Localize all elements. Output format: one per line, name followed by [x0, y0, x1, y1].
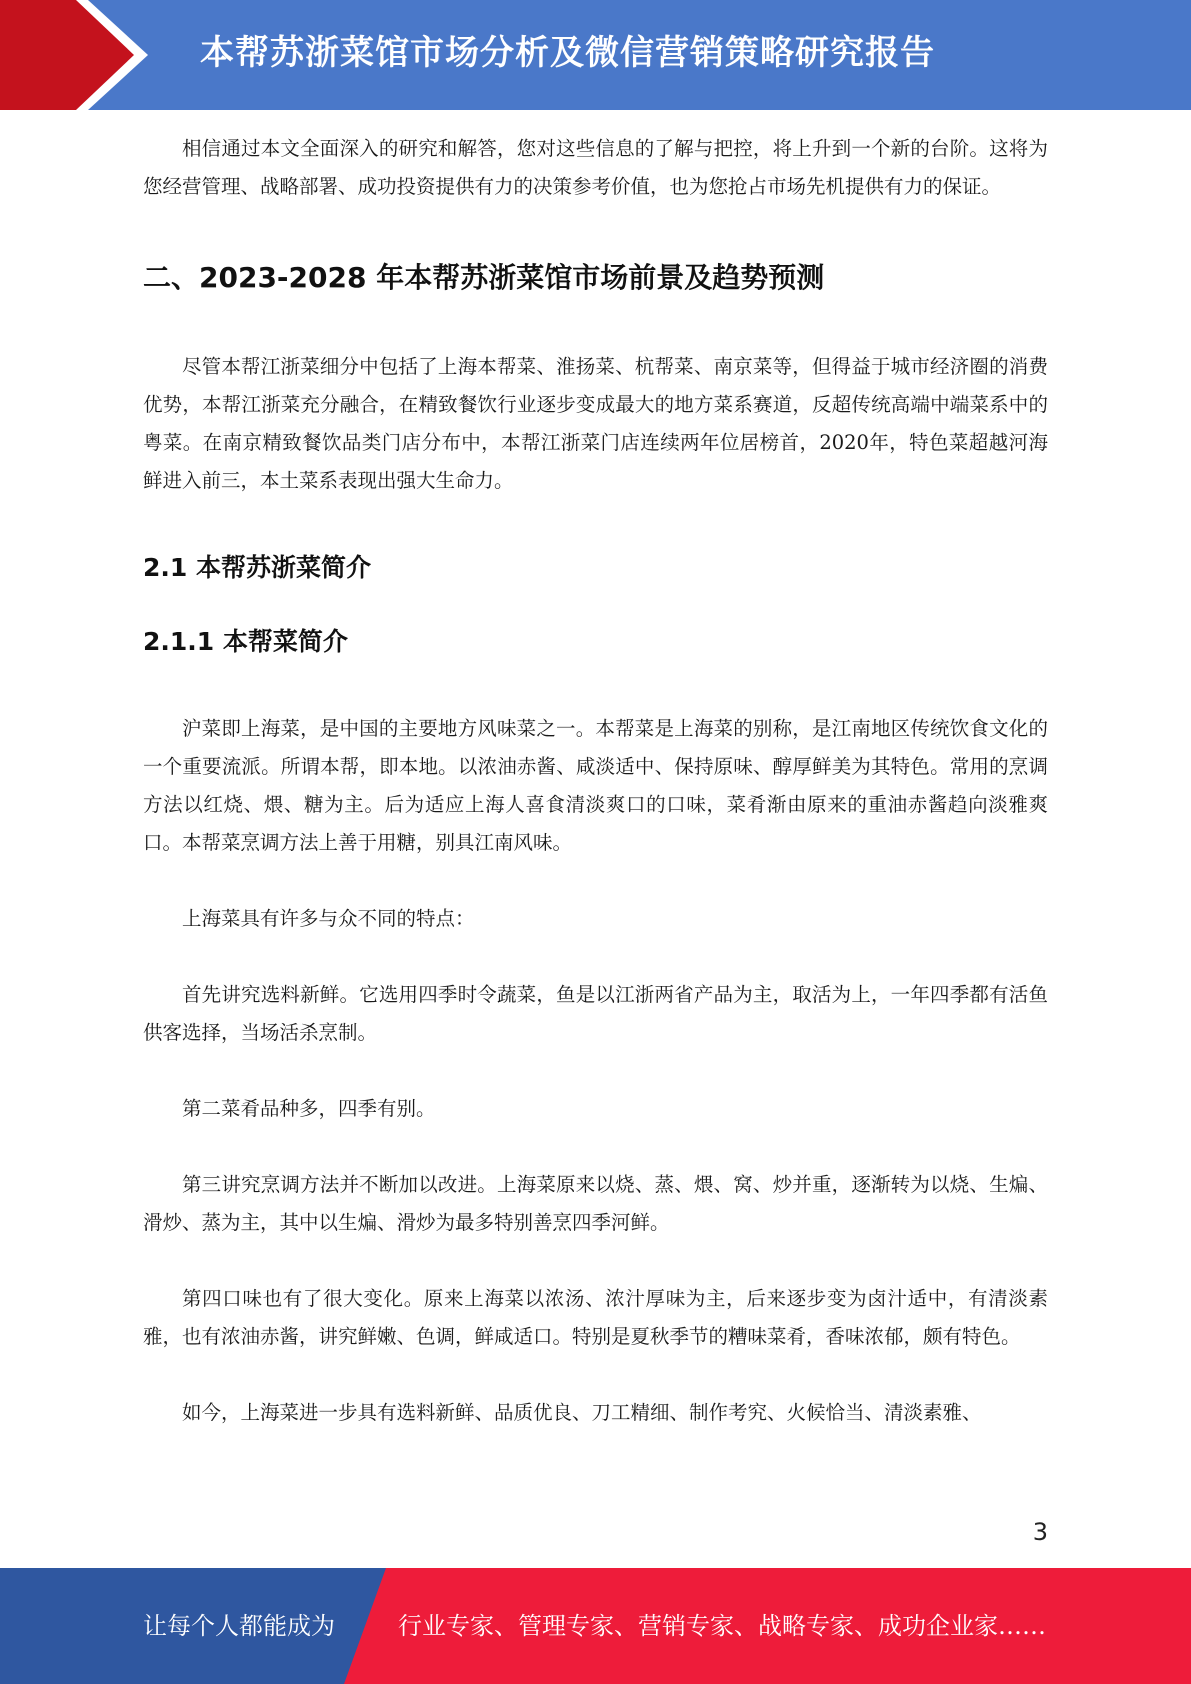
header-chevron-red — [0, 0, 134, 110]
intro-paragraph: 相信通过本文全面深入的研究和解答，您对这些信息的了解与把控，将上升到一个新的台阶。这将为您经营管理、战略部署、成功投资提供有力的决策参考价值，也为您抢占市场先机提供有力的保证。 — [143, 137, 1048, 198]
section-2-1-heading: 2.1 本帮苏浙菜简介 — [143, 553, 371, 582]
document-body — [143, 130, 1048, 1432]
footer-slogan-left: 让每个人都能成为 — [143, 1612, 335, 1640]
paragraph-feature-3: 第三讲究烹调方法并不断加以改进。上海菜原来以烧、蒸、煨、窝、炒并重，逐渐转为以烧、生煸、滑炒、蒸为主，其中以生煸、滑炒为最多特别善烹四季河鲜。 — [143, 1173, 1048, 1234]
page-number: 3 — [1032, 1518, 1048, 1546]
footer-slogan-right: 行业专家、管理专家、营销专家、战略专家、成功企业家…… — [398, 1612, 1046, 1640]
section-2-paragraph: 尽管本帮江浙菜细分中包括了上海本帮菜、淮扬菜、杭帮菜、南京菜等，但得益于城市经济圈的消费优势，本帮江浙菜充分融合，在精致餐饮行业逐步变成最大的地方菜系赛道，反超传统高端中端菜系中的粤菜。在南京精致餐饮品类门店分布中，本帮江浙菜门店连续两年位居榜首，2020年，特色菜超越河海鲜进入前三，本土菜系表现出强大生命力。 — [143, 355, 1048, 492]
section-2-1-1-heading: 2.1.1 本帮菜简介 — [143, 627, 348, 656]
paragraph-feature-4: 第四口味也有了很大变化。原来上海菜以浓汤、浓汁厚味为主，后来逐步变为卤汁适中，有清淡素雅，也有浓油赤酱，讲究鲜嫩、色调，鲜咸适口。特别是夏秋季节的糟味菜肴，香味浓郁，颇有特色。 — [143, 1287, 1048, 1348]
page-header — [0, 0, 1191, 110]
paragraph-feature-1: 首先讲究选料新鲜。它选用四季时令蔬菜，鱼是以江浙两省产品为主，取活为上，一年四季都有活鱼供客选择，当场活杀烹制。 — [143, 983, 1048, 1044]
paragraph-features-lead: 上海菜具有许多与众不同的特点： — [182, 907, 475, 930]
paragraph-huacai-intro: 沪菜即上海菜，是中国的主要地方风味菜之一。本帮菜是上海菜的别称，是江南地区传统饮食文化的一个重要流派。所谓本帮，即本地。以浓油赤酱、咸淡适中、保持原味、醇厚鲜美为其特色。常用的烹调方法以红烧、煨、糖为主。后为适应上海人喜食清淡爽口的口味，菜肴渐由原来的重油赤酱趋向淡雅爽口。本帮菜烹调方法上善于用糖，别具江南风味。 — [143, 717, 1048, 854]
paragraph-today: 如今，上海菜进一步具有选料新鲜、品质优良、刀工精细、制作考究、火候恰当、清淡素雅、 — [182, 1401, 982, 1424]
section-2-heading: 二、2023-2028 年本帮苏浙菜馆市场前景及趋势预测 — [143, 261, 825, 294]
paragraph-feature-2: 第二菜肴品种多，四季有别。 — [182, 1097, 436, 1120]
report-title: 本帮苏浙菜馆市场分析及微信营销策略研究报告 — [200, 33, 935, 73]
page-footer — [0, 1568, 1191, 1684]
